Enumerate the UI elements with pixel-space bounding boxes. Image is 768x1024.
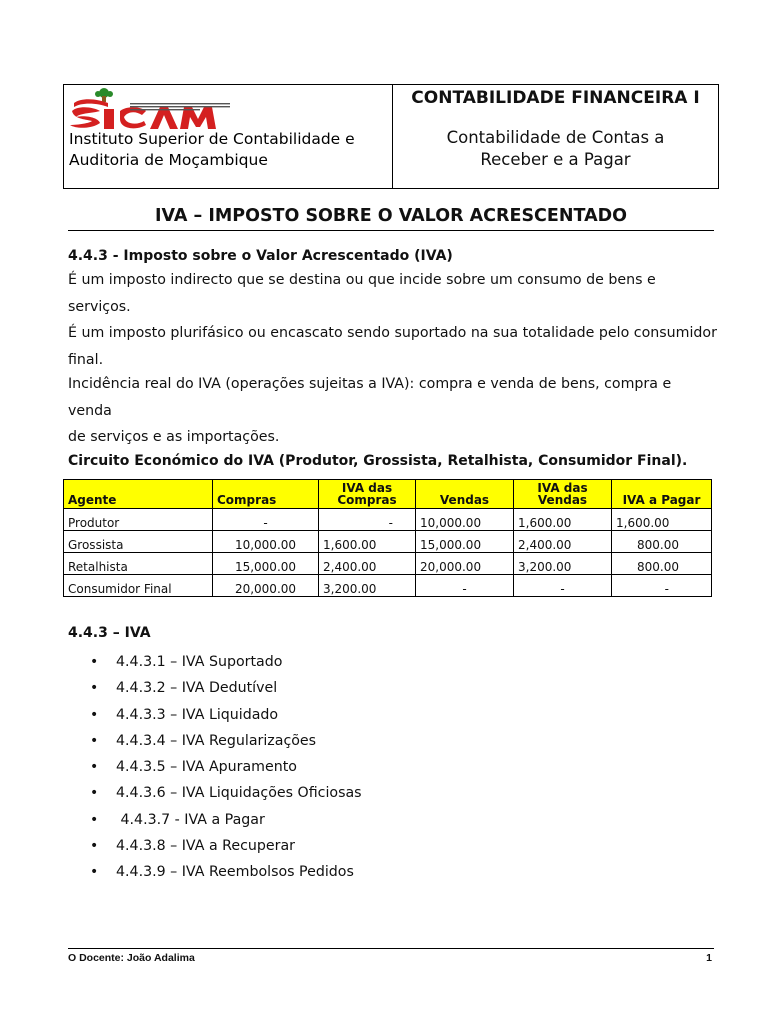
institute-name-line2: Auditoria de Moçambique <box>69 151 268 169</box>
table-row <box>64 531 712 553</box>
list-item: • 4.4.3.1 – IVA Suportado <box>88 649 362 675</box>
cell-iva-compras: 1,600.00 <box>319 531 416 553</box>
footer-author: O Docente: João Adalima <box>68 952 195 964</box>
cell-iva-vendas: - <box>514 575 612 597</box>
list-item: • 4.4.3.5 – IVA Apuramento <box>88 754 362 780</box>
cell-iva-compras: - <box>319 509 416 531</box>
cell-iva-vendas: 1,600.00 <box>514 509 612 531</box>
paragraph-line: final. <box>68 351 104 368</box>
institute-cell <box>64 85 393 188</box>
institute-name-line1: Instituto Superior de Contabilidade e <box>69 130 355 148</box>
list-item: • 4.4.3.2 – IVA Dedutível <box>88 675 362 701</box>
cell-iva-compras: 3,200.00 <box>319 575 416 597</box>
cell-compras: 10,000.00 <box>213 531 319 553</box>
document-title: IVA – IMPOSTO SOBRE O VALOR ACRESCENTADO <box>154 206 628 226</box>
header-vendas: Vendas <box>416 480 514 509</box>
title-rule <box>68 230 714 231</box>
cell-agente: Consumidor Final <box>64 575 213 597</box>
cell-agente: Retalhista <box>64 553 213 575</box>
header-iva-a-pagar: IVA a Pagar <box>612 480 712 509</box>
header-iva-compras-l2: Compras <box>337 493 397 507</box>
incidence-paragraph <box>68 371 718 451</box>
header-iva-vendas <box>514 480 612 509</box>
course-subtitle <box>393 127 718 171</box>
list-item: • 4.4.3.7 - IVA a Pagar <box>88 807 362 833</box>
header-iva-compras-l1: IVA das <box>341 481 393 495</box>
institute-name <box>69 129 355 171</box>
section-heading-iva-list: 4.4.3 – IVA <box>68 625 151 641</box>
page-number: 1 <box>706 952 712 964</box>
cell-compras: 15,000.00 <box>213 553 319 575</box>
paragraph-line: É um imposto plurifásico ou encascato sendo suportado na sua totalidade pelo consumidor <box>68 325 717 341</box>
cell-agente: Produtor <box>64 509 213 531</box>
list-item: • 4.4.3.6 – IVA Liquidações Oficiosas <box>88 780 362 806</box>
cell-vendas: 10,000.00 <box>416 509 514 531</box>
iscam-logo <box>68 87 244 133</box>
list-item: • 4.4.3.9 – IVA Reembolsos Pedidos <box>88 859 362 885</box>
paragraph-line: É um imposto indirecto que se destina ou que incide sobre um consumo de bens e serviços. <box>68 272 656 315</box>
cell-vendas: 20,000.00 <box>416 553 514 575</box>
cell-iva-vendas: 3,200.00 <box>514 553 612 575</box>
header-box <box>63 84 719 189</box>
list-item: • 4.4.3.8 – IVA a Recuperar <box>88 833 362 859</box>
iva-topics-list <box>88 649 362 886</box>
header-iva-vendas-l2: Vendas <box>537 493 588 507</box>
header-agente: Agente <box>64 480 213 509</box>
list-item: • 4.4.3.4 – IVA Regularizações <box>88 728 362 754</box>
cell-compras: 20,000.00 <box>213 575 319 597</box>
cell-iva-a-pagar: 800.00 <box>612 553 712 575</box>
cell-iva-vendas: 2,400.00 <box>514 531 612 553</box>
iva-circuit-table <box>63 479 712 597</box>
cell-iva-compras: 2,400.00 <box>319 553 416 575</box>
section-heading-iva: 4.4.3 - Imposto sobre o Valor Acrescentado (IVA) <box>68 248 453 264</box>
header-compras: Compras <box>213 480 319 509</box>
header-iva-compras <box>319 480 416 509</box>
paragraph-line: Incidência real do IVA (operações sujeitas a IVA): compra e venda de bens, compra e venda <box>68 376 672 419</box>
paragraph-line: de serviços e as importações. <box>68 429 280 445</box>
table-header-row <box>64 480 712 509</box>
cell-vendas: 15,000.00 <box>416 531 514 553</box>
footer-rule <box>68 948 714 949</box>
table-caption: Circuito Económico do IVA (Produtor, Grossista, Retalhista, Consumidor Final). <box>68 453 688 469</box>
cell-iva-a-pagar: 1,600.00 <box>612 509 712 531</box>
cell-vendas: - <box>416 575 514 597</box>
cell-iva-a-pagar: - <box>612 575 712 597</box>
course-subtitle-line2: Receber e a Pagar <box>480 150 631 169</box>
cell-compras: - <box>213 509 319 531</box>
header-iva-vendas-l1: IVA das <box>537 481 588 495</box>
cell-agente: Grossista <box>64 531 213 553</box>
course-cell <box>393 85 718 188</box>
table-row <box>64 575 712 597</box>
section-body <box>68 267 718 373</box>
table-row <box>64 509 712 531</box>
course-subtitle-line1: Contabilidade de Contas a <box>446 128 665 147</box>
course-title: CONTABILIDADE FINANCEIRA I <box>411 88 700 108</box>
table-row <box>64 553 712 575</box>
cell-iva-a-pagar: 800.00 <box>612 531 712 553</box>
list-item: • 4.4.3.3 – IVA Liquidado <box>88 702 362 728</box>
